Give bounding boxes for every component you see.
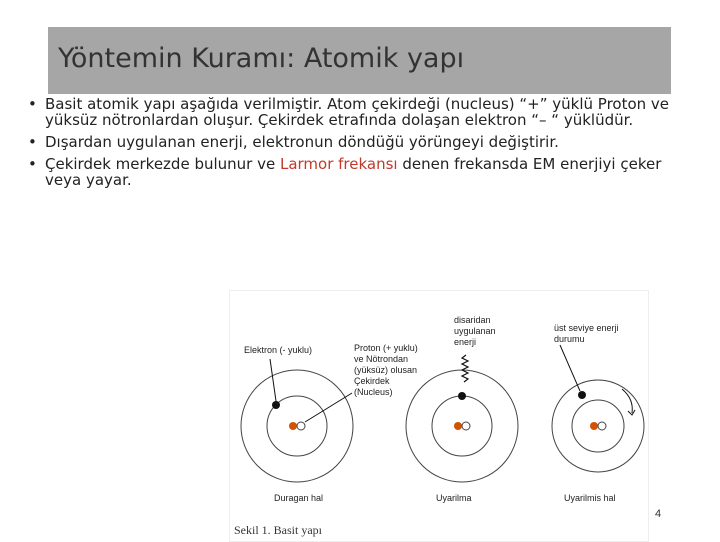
neutron [590,422,598,430]
transition-arrow [622,389,632,413]
page-number: 4 [655,508,662,520]
bullet-text: Basit atomik yapı aşağıda verilmiştir. Atom çekirdeği (nucleus) “+” yüklü Proton ve yüksüz nötronlardan oluşur. Çekirdek etrafında dolaşan elektron “– “ yüklüdür. [45,95,670,129]
arrow-head [628,410,635,415]
state-label-ground: Duragan hal [274,493,324,503]
energy-label: disaridan uygulanan enerji [454,315,496,347]
electron [578,391,586,399]
bullet-marker: • [28,95,37,113]
electron-pointer [270,359,276,401]
bullet-item [28,96,698,128]
state-label-excited: Uyarilmis hal [564,493,616,503]
atom-ground-state [241,359,353,482]
bullet-item [28,156,698,188]
state-label-excitation: Uyarilma [436,493,472,503]
atom-figure [229,290,649,542]
upper-state-label: üst seviye enerji durumu [554,323,619,344]
neutron [454,422,462,430]
title-bar [48,27,671,94]
nucleus-label: Proton (+ yuklu) ve Nötrondan (yüksüz) olusan Çekirdek (Nucleus) [354,343,418,397]
atom-excited-state [552,345,644,472]
proton [598,422,606,430]
bullet-list [28,96,698,194]
nucleus-pointer [305,393,352,422]
bullet-text: Dışardan uygulanan enerji, elektronun döndüğü yörüngeyi değiştirir. [45,133,559,151]
bullet-item [28,134,698,150]
electron-label: Elektron (- yuklu) [244,345,313,355]
bullet-marker: • [28,133,37,151]
figure-caption: Sekil 1. Basit yapı [234,523,322,537]
bullet-text-after: denen frekansda EM enerjiyi çeker veya yayar. [45,155,662,189]
neutron [289,422,297,430]
electron [272,401,280,409]
bullet-text-before: Çekirdek merkezde bulunur ve [45,155,280,173]
bullet-marker: • [28,155,37,173]
electron [458,392,466,400]
upper-state-pointer [560,345,580,391]
slide-title: Yöntemin Kuramı: Atomik yapı [58,43,465,74]
energy-wave [462,355,468,382]
larmor-highlight: Larmor frekansı [279,155,398,173]
proton [462,422,470,430]
proton [297,422,305,430]
